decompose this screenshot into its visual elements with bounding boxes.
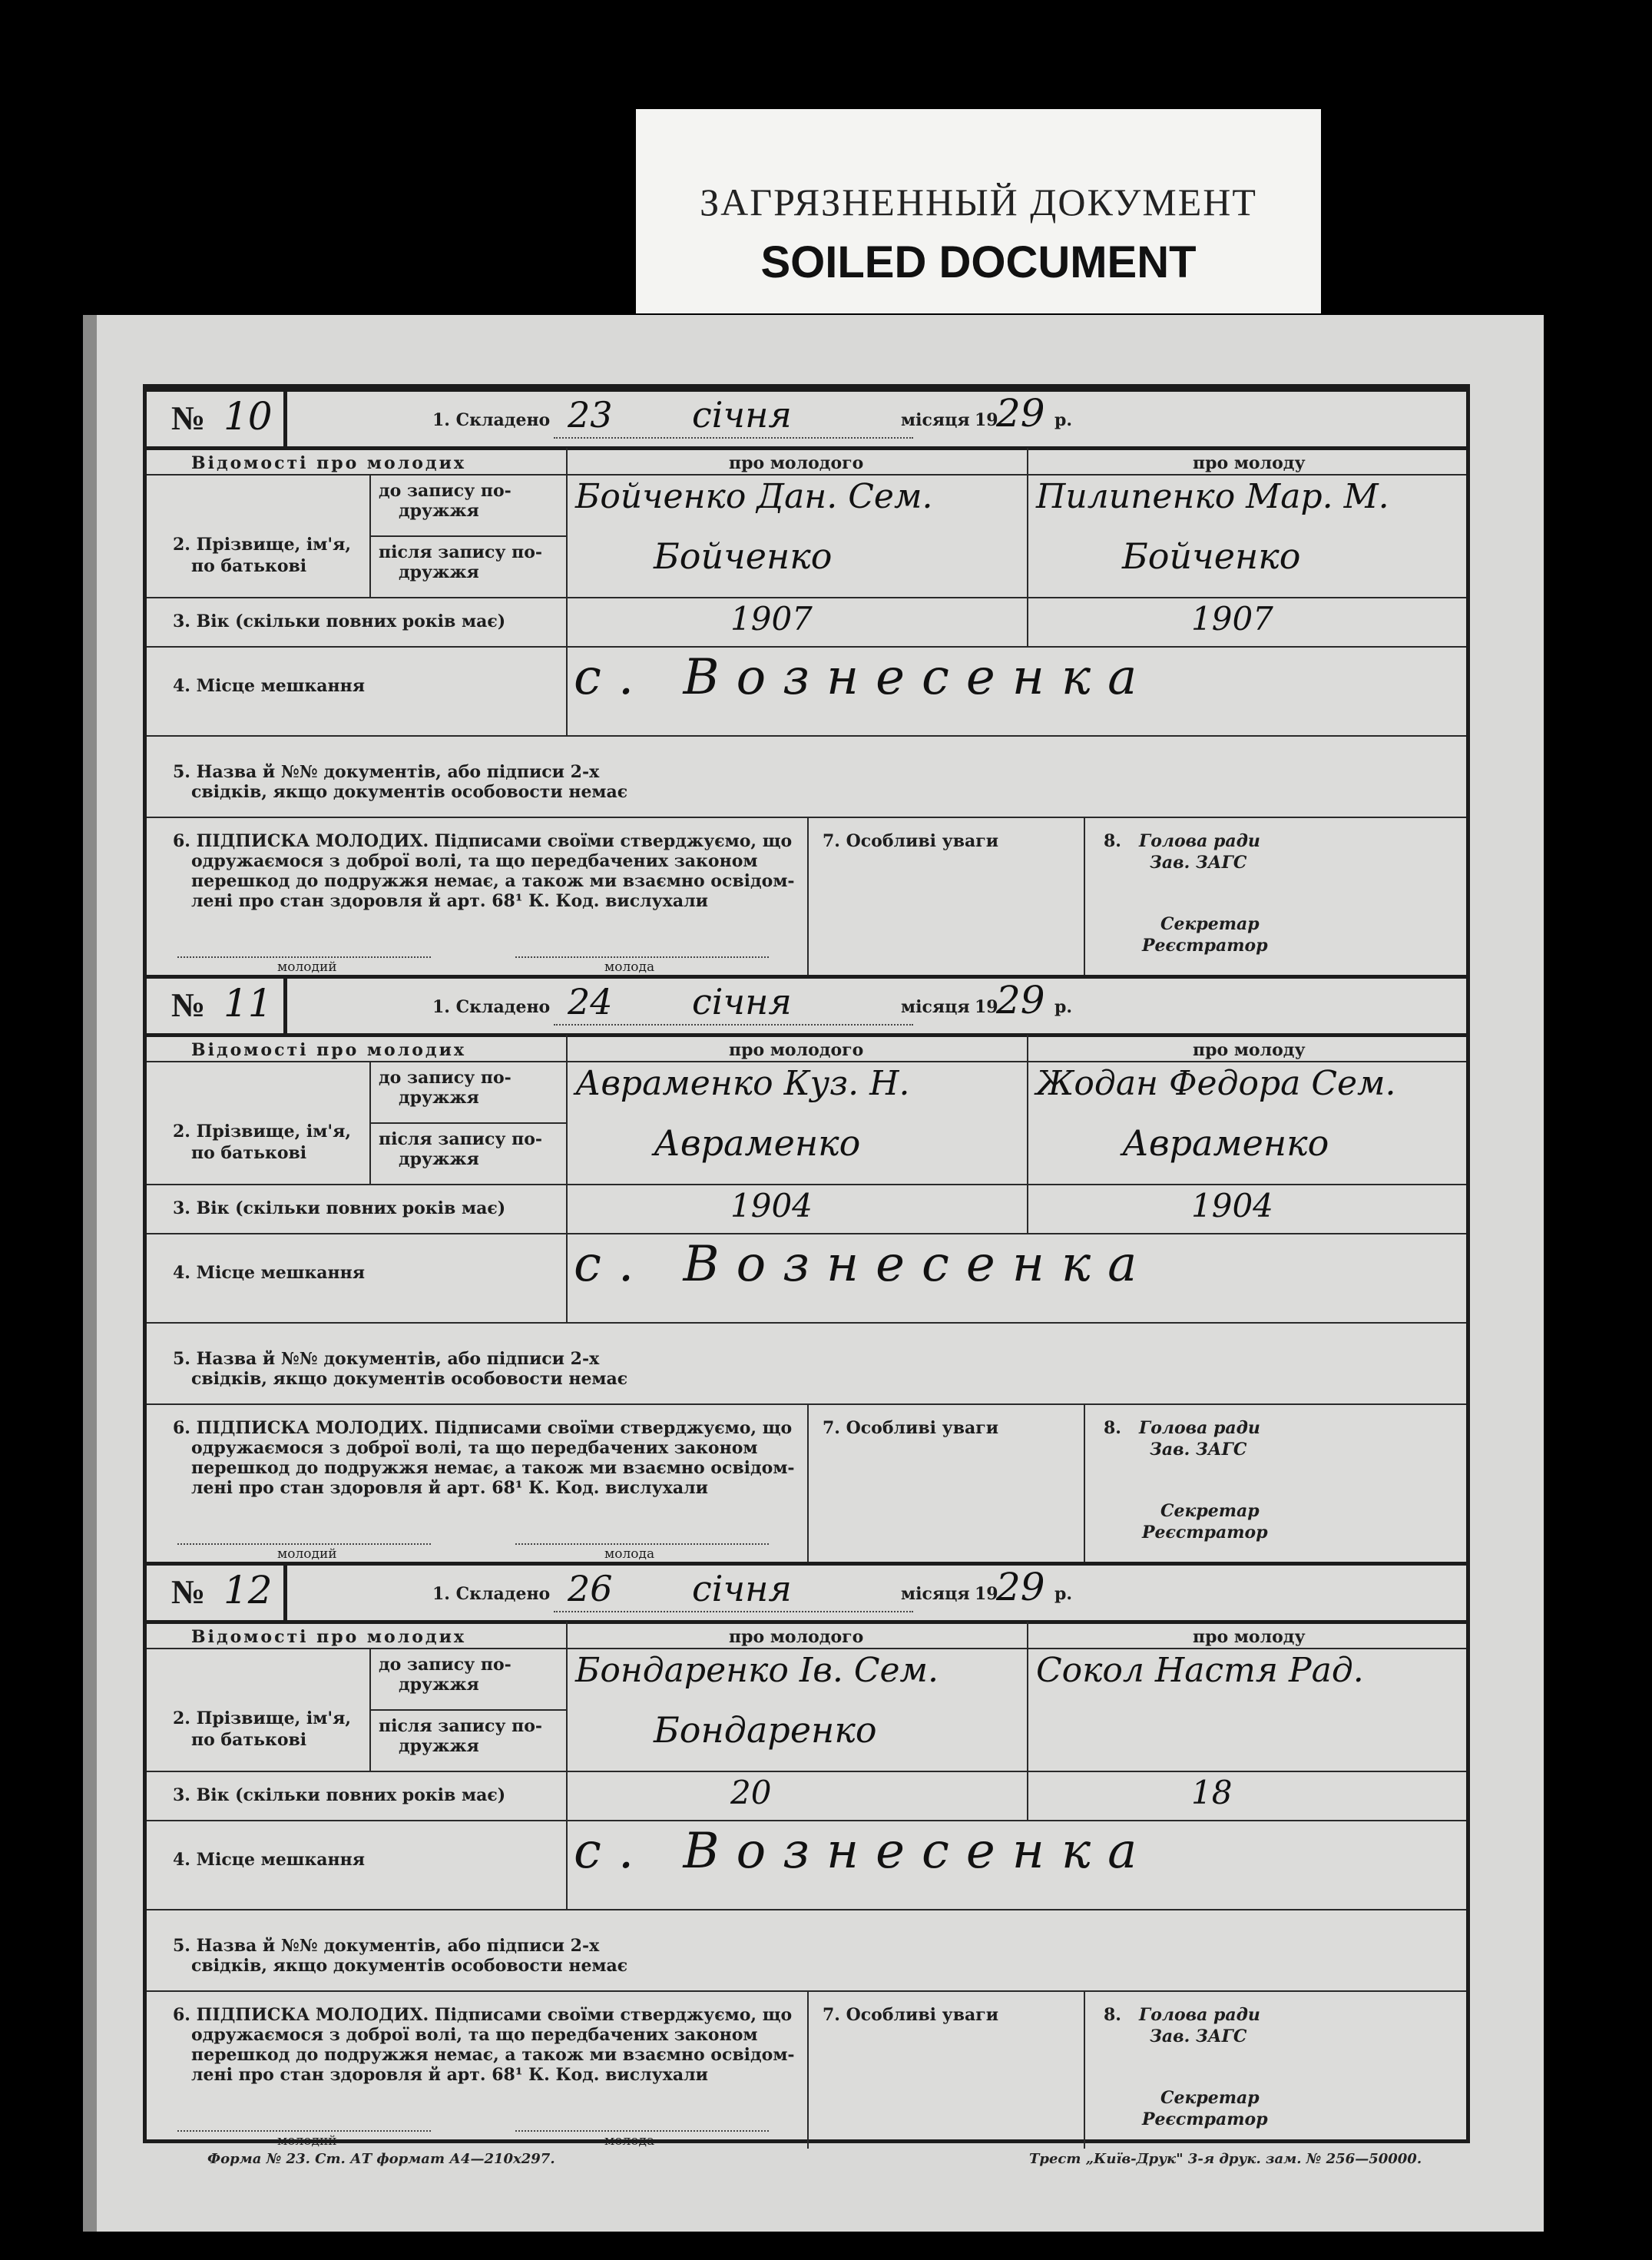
after-label-1: після запису по- <box>379 1716 543 1736</box>
groom-header: про молодого <box>729 1040 864 1060</box>
groom-age: 1907 <box>730 600 813 638</box>
groom-name-before: Авраменко Куз. Н. <box>575 1064 910 1103</box>
head-number: 8. <box>1104 831 1121 851</box>
bride-age: 1904 <box>1191 1187 1273 1224</box>
bride-signature-label: молода <box>604 2133 655 2149</box>
residence-value: с. Вознесенка <box>574 1236 1154 1293</box>
before-label-1: до запису по- <box>379 1655 511 1675</box>
month-label: місяця <box>901 410 970 430</box>
bride-name-after: Бойченко <box>1122 535 1301 577</box>
docs-label-1: 5. Назва й №№ документів, або підписи 2-х <box>173 1936 600 1956</box>
before-label-1: до запису по- <box>379 1068 511 1088</box>
residence-label: 4. Місце мешкання <box>173 676 365 696</box>
sign-text-1: 6. ПІДПИСКА МОЛОДИХ. Підписами своїми стверджуємо, що <box>173 1418 793 1438</box>
name-label-2: по батькові <box>191 1730 307 1750</box>
remarks-label: 7. Особливі уваги <box>823 2005 999 2025</box>
residence-value: с. Вознесенка <box>574 649 1154 706</box>
before-label-2: дружжя <box>399 1088 479 1108</box>
before-label-2: дружжя <box>399 1675 479 1695</box>
record-year: 29 <box>996 1565 1045 1609</box>
groom-header: про молодого <box>729 1627 864 1647</box>
bride-name-before: Сокол Настя Рад. <box>1036 1651 1364 1690</box>
age-label: 3. Вік (скільки повних років має) <box>173 611 506 631</box>
record-number: 12 <box>223 1568 273 1612</box>
marriage-record-10 <box>147 388 1466 975</box>
name-label-1: 2. Прізвище, ім'я, <box>173 535 352 555</box>
record-year: 29 <box>996 391 1045 436</box>
record-year: 29 <box>996 978 1045 1022</box>
docs-label-1: 5. Назва й №№ документів, або підписи 2-х <box>173 1349 600 1369</box>
info-header: Відомості про молодих <box>191 453 467 473</box>
composed-label: 1. Складено <box>432 410 551 430</box>
head-of-council-label: Голова ради <box>1139 831 1260 851</box>
registry-head-label: Зав. ЗАГС <box>1150 853 1247 873</box>
record-number: 10 <box>223 394 273 439</box>
groom-age: 20 <box>730 1774 772 1811</box>
name-label-2: по батькові <box>191 1143 307 1163</box>
registrar-label: Реєстратор <box>1142 1523 1268 1543</box>
year-prefix: 19 <box>975 997 998 1017</box>
sign-text-4: лені про стан здоровля й арт. 68¹ К. Код. вислухали <box>191 1478 708 1498</box>
bride-name-before: Жодан Федора Сем. <box>1036 1064 1396 1103</box>
footer-printer-info: Трест „Київ-Друк" 3-я друк. зам. № 256—50000. <box>1029 2151 1422 2167</box>
groom-name-after: Бондаренко <box>654 1709 877 1751</box>
groom-name-before: Бойченко Дан. Сем. <box>575 477 933 516</box>
head-of-council-label: Голова ради <box>1139 1418 1260 1438</box>
info-header: Відомості про молодих <box>191 1040 467 1060</box>
head-number: 8. <box>1104 2005 1121 2025</box>
after-label-2: дружжя <box>399 562 479 582</box>
record-day: 23 <box>568 394 613 436</box>
groom-name-before: Бондаренко Ів. Сем. <box>575 1651 939 1690</box>
marriage-record-11 <box>147 975 1466 1562</box>
bride-age: 18 <box>1191 1774 1233 1811</box>
name-label-1: 2. Прізвище, ім'я, <box>173 1708 352 1728</box>
groom-header: про молодого <box>729 453 864 473</box>
secretary-label: Секретар <box>1160 1501 1260 1521</box>
after-label-1: після запису по- <box>379 1129 543 1149</box>
bride-header: про молоду <box>1193 453 1306 473</box>
residence-label: 4. Місце мешкання <box>173 1850 365 1870</box>
docs-label-2: свідків, якщо документів особовости немає <box>191 1369 628 1389</box>
record-month: січня <box>692 1568 792 1609</box>
year-prefix: 19 <box>975 1584 998 1604</box>
before-label-1: до запису по- <box>379 481 511 501</box>
sign-text-3: перешкод до подружжя немає, а також ми взаємно освідом- <box>191 871 795 891</box>
record-number-prefix: № <box>171 399 206 437</box>
marriage-record-12 <box>147 1562 1466 2149</box>
bride-age: 1907 <box>1191 600 1273 638</box>
record-month: січня <box>692 981 792 1022</box>
sign-text-2: одружаємося з доброї волі, та що передбачених законом <box>191 2025 758 2045</box>
month-label: місяця <box>901 1584 970 1604</box>
year-suffix: р. <box>1054 997 1073 1017</box>
residence-value: с. Вознесенка <box>574 1823 1154 1880</box>
info-header: Відомості про молодих <box>191 1627 467 1647</box>
name-label-1: 2. Прізвище, ім'я, <box>173 1122 352 1142</box>
remarks-label: 7. Особливі уваги <box>823 831 999 851</box>
year-suffix: р. <box>1054 1584 1073 1604</box>
record-day: 24 <box>568 981 613 1022</box>
sign-text-3: перешкод до подружжя немає, а також ми взаємно освідом- <box>191 2045 795 2065</box>
sign-text-2: одружаємося з доброї волі, та що передбачених законом <box>191 1438 758 1458</box>
sign-text-1: 6. ПІДПИСКА МОЛОДИХ. Підписами своїми стверджуємо, що <box>173 831 793 851</box>
composed-label: 1. Складено <box>432 1584 551 1604</box>
docs-label-2: свідків, якщо документів особовости немає <box>191 1956 628 1976</box>
sign-text-4: лені про стан здоровля й арт. 68¹ К. Код. вислухали <box>191 891 708 911</box>
bride-name-after: Авраменко <box>1122 1122 1329 1164</box>
stamp-line-ru: ЗАГРЯЗНЕННЫЙ ДОКУМЕНТ <box>700 181 1257 224</box>
secretary-label: Секретар <box>1160 2088 1260 2108</box>
remarks-label: 7. Особливі уваги <box>823 1418 999 1438</box>
groom-signature-label: молодий <box>277 1546 337 1562</box>
residence-label: 4. Місце мешкання <box>173 1263 365 1283</box>
after-label-1: після запису по- <box>379 542 543 562</box>
registry-head-label: Зав. ЗАГС <box>1150 2026 1247 2046</box>
bride-header: про молоду <box>1193 1627 1306 1647</box>
record-day: 26 <box>568 1568 613 1609</box>
after-label-2: дружжя <box>399 1149 479 1169</box>
sign-text-1: 6. ПІДПИСКА МОЛОДИХ. Підписами своїми стверджуємо, що <box>173 2005 793 2025</box>
record-number: 11 <box>223 981 273 1026</box>
groom-name-after: Бойченко <box>654 535 833 577</box>
record-number-prefix: № <box>171 986 206 1024</box>
year-prefix: 19 <box>975 410 998 430</box>
head-number: 8. <box>1104 1418 1121 1438</box>
paper-binding-edge <box>83 315 97 2232</box>
sign-text-2: одружаємося з доброї волі, та що передбачених законом <box>191 851 758 871</box>
head-of-council-label: Голова ради <box>1139 2005 1260 2025</box>
registrar-label: Реєстратор <box>1142 936 1268 956</box>
footer-form-info: Форма № 23. Ст. АТ формат А4—210х297. <box>207 2151 555 2167</box>
registrar-label: Реєстратор <box>1142 2109 1268 2129</box>
record-month: січня <box>692 394 792 436</box>
groom-age: 1904 <box>730 1187 813 1224</box>
composed-label: 1. Складено <box>432 997 551 1017</box>
age-label: 3. Вік (скільки повних років має) <box>173 1198 506 1218</box>
bride-name-before: Пилипенко Мар. М. <box>1036 477 1389 516</box>
before-label-2: дружжя <box>399 501 479 521</box>
year-suffix: р. <box>1054 410 1073 430</box>
soiled-document-stamp <box>636 109 1321 313</box>
registry-head-label: Зав. ЗАГС <box>1150 1440 1247 1460</box>
stamp-line-en: SOILED DOCUMENT <box>760 237 1197 287</box>
bride-signature-label: молода <box>604 1546 655 1562</box>
age-label: 3. Вік (скільки повних років має) <box>173 1785 506 1805</box>
record-number-prefix: № <box>171 1573 206 1611</box>
bride-signature-label: молода <box>604 959 655 975</box>
month-label: місяця <box>901 997 970 1017</box>
sign-text-4: лені про стан здоровля й арт. 68¹ К. Код. вислухали <box>191 2065 708 2085</box>
marriage-register-form <box>143 384 1470 2149</box>
groom-name-after: Авраменко <box>654 1122 861 1164</box>
after-label-2: дружжя <box>399 1736 479 1756</box>
name-label-2: по батькові <box>191 556 307 576</box>
groom-signature-label: молодий <box>277 959 337 975</box>
docs-label-1: 5. Назва й №№ документів, або підписи 2-х <box>173 762 600 782</box>
bride-header: про молоду <box>1193 1040 1306 1060</box>
docs-label-2: свідків, якщо документів особовости немає <box>191 782 628 802</box>
sign-text-3: перешкод до подружжя немає, а також ми взаємно освідом- <box>191 1458 795 1478</box>
groom-signature-label: молодий <box>277 2133 337 2149</box>
secretary-label: Секретар <box>1160 914 1260 934</box>
